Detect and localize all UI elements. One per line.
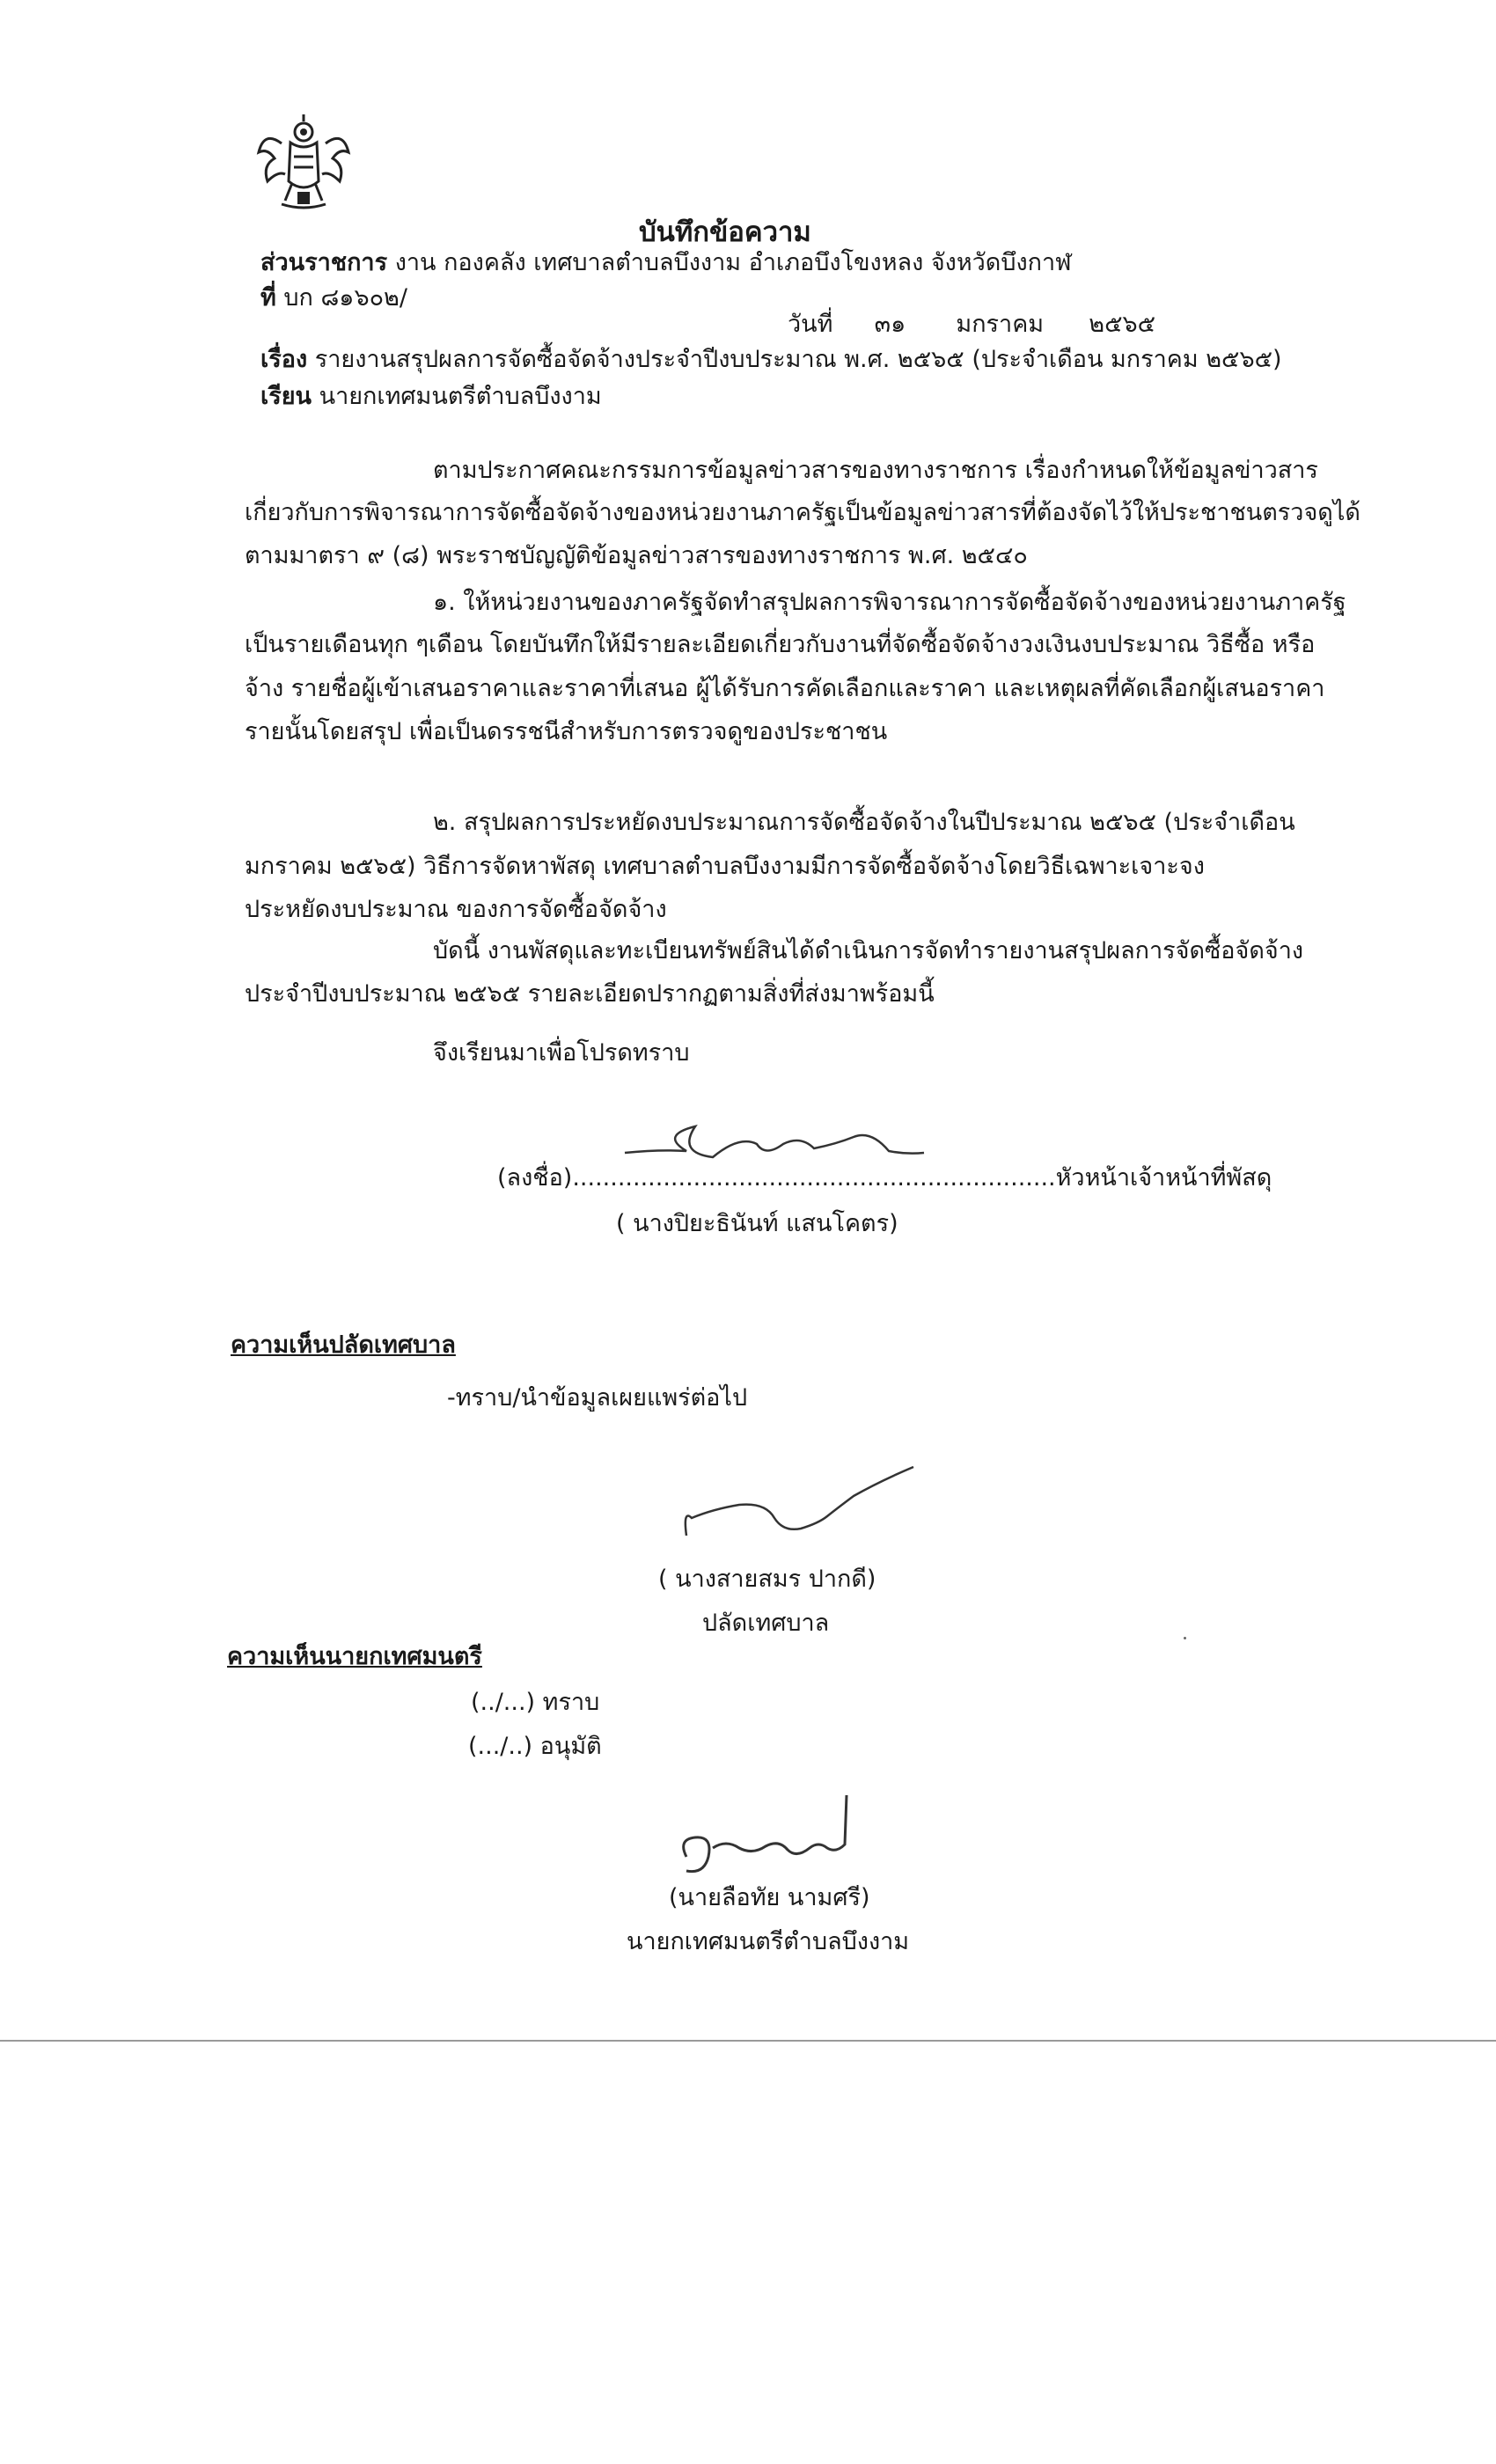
ref-value: บก ๘๑๖๐๒/ xyxy=(283,284,407,312)
now-line: ประจำปีงบประมาณ ๒๕๖๕ รายละเอียดปรากฏตามสิ่งที่ส่งมาพร้อมนี้ xyxy=(245,980,935,1008)
date-year: ๒๕๖๕ xyxy=(1089,311,1156,338)
date-line xyxy=(788,310,1155,340)
date-day: ๓๑ xyxy=(874,311,906,338)
ref-label: ที่ xyxy=(260,284,276,312)
intro-line: ตามมาตรา ๙ (๘) พระราชบัญญัติข้อมูลข่าวสารของทางราชการ พ.ศ. ๒๕๔๐ xyxy=(245,542,1028,569)
mayor-option-acknowledge: (../...) ทราบ xyxy=(471,1689,600,1716)
deputy-heading: ความเห็นปลัดเทศบาล xyxy=(231,1331,456,1359)
sign3-name: (นายลือทัย นามศรี) xyxy=(669,1884,870,1911)
subject-value: รายงานสรุปผลการจัดซื้อจัดจ้างประจำปีงบประมาณ พ.ศ. ๒๕๖๕ (ประจำเดือน มกราคม ๒๕๖๕) xyxy=(314,346,1282,373)
subject-line xyxy=(260,345,1282,375)
page-bottom-rule xyxy=(0,2040,1496,2042)
item1-line: รายนั้นโดยสรุป เพื่อเป็นดรรชนีสำหรับการตรวจดูของประชาชน xyxy=(245,718,888,745)
to-value: นายกเทศมนตรีตำบลบึงงาม xyxy=(319,383,602,410)
item2-line: ประหยัดงบประมาณ ของการจัดซื้อจัดจ้าง xyxy=(245,896,667,923)
closing-line: จึงเรียนมาเพื่อโปรดทราบ xyxy=(433,1039,690,1067)
now-line: บัดนี้ งานพัสดุและทะเบียนทรัพย์สินได้ดำเนินการจัดทำรายงานสรุปผลการจัดซื้อจัดจ้าง xyxy=(433,937,1304,964)
intro-line: เกี่ยวกับการพิจารณาการจัดซื้อจัดจ้างของหน่วยงานภาครัฐเป็นข้อมูลข่าวสารที่ต้องจัดไว้ให้ประชาชนตรวจดูได้ xyxy=(245,499,1360,526)
department-value: งาน กองคลัง เทศบาลตำบลบึงงาม อำเภอบึงโขงหลง จังหวัดบึงกาฬ xyxy=(394,249,1072,276)
sign1-name: ( นางปิยะธินันท์ แสนโคตร) xyxy=(616,1210,898,1237)
item2-line: ๒. สรุปผลการประหยัดงบประมาณการจัดซื้อจัดจ้างในปีประมาณ ๒๕๖๕ (ประจำเดือน xyxy=(433,809,1295,836)
subject-label: เรื่อง xyxy=(260,346,308,373)
sign2-position: ปลัดเทศบาล xyxy=(702,1610,830,1637)
sign1-prefix: (ลงชื่อ)................................................................ xyxy=(497,1164,1056,1192)
sign3-position: นายกเทศมนตรีตำบลบึงงาม xyxy=(627,1928,910,1955)
mayor-option-approve: (.../..) อนุมัติ xyxy=(468,1733,602,1760)
sign1-line xyxy=(497,1163,1272,1193)
date-month: มกราคม xyxy=(956,311,1045,338)
to-line xyxy=(260,382,602,412)
mayor-heading: ความเห็นนายกเทศมนตรี xyxy=(227,1643,482,1670)
doc-title: บันทึกข้อความ xyxy=(639,216,811,248)
scan-speck xyxy=(1184,1637,1186,1639)
deputy-comment: -ทราบ/นำข้อมูลเผยแพร่ต่อไป xyxy=(447,1384,748,1412)
department-label: ส่วนราชการ xyxy=(260,249,388,276)
sign2-name: ( นางสายสมร ปากดี) xyxy=(658,1566,876,1593)
item2-line: มกราคม ๒๕๖๕) วิธีการจัดหาพัสดุ เทศบาลตำบลบึงงามมีการจัดซื้อจัดจ้างโดยวิธีเฉพาะเจาะจง xyxy=(245,853,1205,880)
department-line xyxy=(260,248,1072,278)
item1-line: เป็นรายเดือนทุก ๆเดือน โดยบันทึกให้มีรายละเอียดเกี่ยวกับงานที่จัดซื้อจัดจ้างวงเงินงบประมาณ วิธีซื้อ หรือ xyxy=(245,631,1316,658)
to-label: เรียน xyxy=(260,383,312,410)
item1-line: จ้าง รายชื่อผู้เข้าเสนอราคาและราคาที่เสนอ ผู้ได้รับการคัดเลือกและราคา และเหตุผลที่คัดเลือกผู้เสนอราคา xyxy=(245,675,1325,702)
intro-line: ตามประกาศคณะกรรมการข้อมูลข่าวสารของทางราชการ เรื่องกำหนดให้ข้อมูลข่าวสาร xyxy=(433,457,1318,484)
date-label: วันที่ xyxy=(788,311,833,338)
garuda-emblem xyxy=(255,113,352,218)
ref-line xyxy=(260,283,407,313)
item1-line: ๑. ให้หน่วยงานของภาครัฐจัดทำสรุปผลการพิจารณาการจัดซื้อจัดจ้างของหน่วยงานภาครัฐ xyxy=(433,589,1346,616)
signature-2 xyxy=(686,1465,915,1544)
signature-3 xyxy=(678,1786,871,1883)
sign1-position: หัวหน้าเจ้าหน้าที่พัสดุ xyxy=(1055,1164,1272,1192)
